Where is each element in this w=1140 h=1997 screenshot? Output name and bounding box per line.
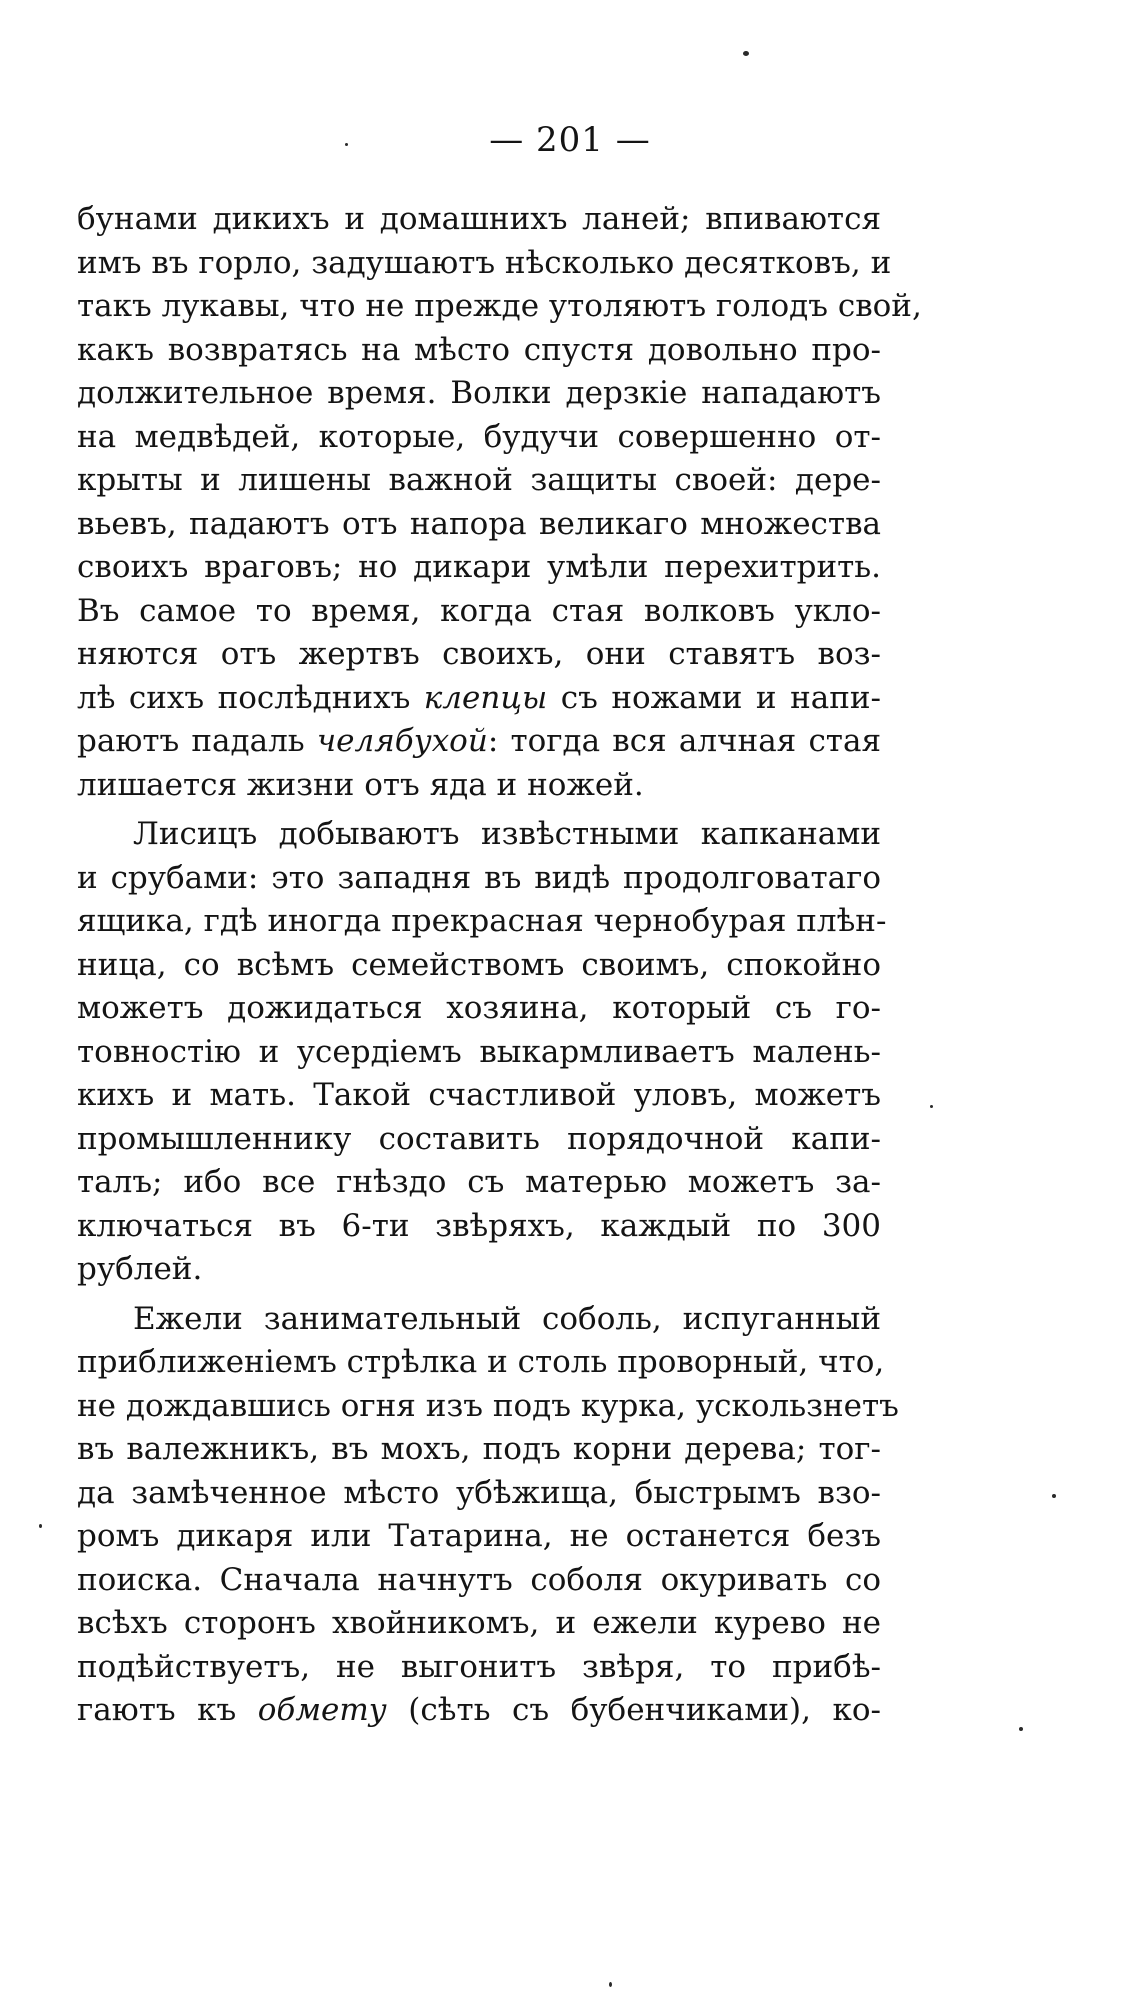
text-run: ромъ дикаря или Татарина, не останется безъ: [77, 1518, 881, 1554]
text-line: [77, 1161, 881, 1205]
text-line: [77, 285, 922, 329]
text-run: промышленнику составить порядочной капи-: [77, 1120, 881, 1157]
text-line: [77, 1602, 881, 1646]
text-line: [77, 1074, 881, 1118]
text-line: [77, 546, 881, 590]
text-run: рублей.: [77, 1251, 203, 1287]
text-line: [77, 987, 881, 1031]
text-line: [77, 900, 887, 944]
text-line: [77, 857, 881, 901]
text-run: не дождавшись огня изъ подъ курка, ускользнетъ: [77, 1387, 899, 1424]
text-line: [77, 1646, 881, 1690]
text-run: подѣйствуетъ, не выгонитъ звѣря, то прибѣ-: [77, 1648, 881, 1685]
text-line: [77, 503, 881, 547]
text-line: [77, 242, 892, 286]
page-number: — 201 —: [489, 120, 651, 160]
text-run: гаютъ къ: [77, 1692, 258, 1728]
text-run: вьевъ, падаютъ отъ напора великаго множества: [77, 505, 881, 542]
text-run: и срубами: это западня въ видѣ продолговатаго: [77, 859, 881, 896]
paragraph-sable: [77, 1298, 899, 1733]
paragraph-foxes: [77, 813, 887, 1292]
text-run: раютъ падаль: [77, 723, 317, 759]
text-line: [77, 720, 881, 764]
italic-term: челябухой: [316, 723, 488, 759]
text-line: [77, 459, 881, 503]
text-line: [77, 1248, 881, 1292]
text-run: Въ самое то время, когда стая волковъ укло-: [77, 592, 881, 629]
text-run: Ежели занимательный соболь, испуганный: [133, 1300, 881, 1337]
text-line: [77, 1205, 881, 1249]
text-run: бунами дикихъ и домашнихъ ланей; впиваются: [77, 201, 881, 237]
text-run: какъ возвратясь на мѣсто спустя довольно про-: [77, 331, 881, 368]
text-line: [77, 1118, 881, 1162]
text-line: [77, 677, 881, 721]
text-line: [77, 1559, 881, 1603]
text-run: крыты и лишены важной защиты своей: дере-: [77, 462, 881, 498]
text-line: [77, 590, 881, 634]
text-run: няются отъ жертвъ своихъ, они ставятъ воз-: [77, 636, 881, 672]
scan-speck: [930, 1105, 933, 1108]
text-line: [77, 1689, 881, 1733]
scan-speck: [743, 51, 749, 56]
text-run: приближеніемъ стрѣлка и столь проворный, что,: [77, 1344, 885, 1380]
text-line: [77, 1341, 885, 1385]
text-run: поиска. Сначала начнутъ соболя окуривать со: [77, 1561, 881, 1598]
italic-term: клепцы: [423, 679, 548, 716]
text-run: Лисицъ добываютъ извѣстными капканами: [133, 816, 881, 852]
text-line: [77, 198, 881, 242]
italic-term: обмету: [257, 1692, 387, 1728]
text-line: [77, 944, 881, 988]
text-run: кихъ и мать. Такой счастливой уловъ, можетъ: [77, 1077, 881, 1113]
text-run: ящика, гдѣ иногда прекрасная чернобурая плѣн-: [77, 903, 887, 939]
scan-speck: [609, 1982, 612, 1987]
text-run: всѣхъ сторонъ хвойникомъ, и ежели курево не: [77, 1605, 881, 1641]
text-line: [77, 1031, 881, 1075]
scan-speck: [39, 1524, 42, 1528]
text-run: на медвѣдей, которые, будучи совершенно от-: [77, 418, 881, 455]
text-line: [77, 764, 881, 808]
text-run: ключаться въ 6-ти звѣряхъ, каждый по 300: [77, 1207, 881, 1244]
text-run: ница, со всѣмъ семействомъ своимъ, спокойно: [77, 946, 881, 983]
text-run: своихъ враговъ; но дикари умѣли перехитрить.: [77, 549, 881, 585]
text-run: (сѣть съ бубенчиками), ко-: [386, 1692, 881, 1728]
text-line: [77, 1428, 881, 1472]
text-line: [77, 416, 881, 460]
scan-speck: [1052, 1494, 1056, 1498]
text-run: : тогда вся алчная стая: [487, 723, 881, 759]
text-run: можетъ дожидаться хозяина, который съ го-: [77, 990, 881, 1026]
text-line: [77, 633, 881, 677]
text-run: въ валежникъ, въ мохъ, подъ корни дерева; тог-: [77, 1431, 881, 1467]
text-run: товностію и усердіемъ выкармливаетъ малень-: [77, 1033, 881, 1070]
text-run: должительное время. Волки дерзкіе нападаютъ: [77, 375, 881, 411]
text-line: [77, 1298, 881, 1342]
text-column: [77, 198, 922, 1733]
text-line: [77, 1515, 881, 1559]
text-line: [77, 372, 881, 416]
scan-speck: [1019, 1727, 1023, 1731]
text-run: лѣ сихъ послѣднихъ: [77, 679, 424, 716]
text-run: лишается жизни отъ яда и ножей.: [77, 766, 644, 803]
paragraph-wolves: [77, 198, 922, 807]
text-run: съ ножами и напи-: [547, 679, 882, 716]
scan-speck: [345, 143, 348, 146]
text-line: [77, 1385, 899, 1429]
text-line: [77, 329, 881, 373]
text-run: имъ въ горло, задушаютъ нѣсколько десятковъ, и: [77, 244, 892, 281]
text-run: талъ; ибо все гнѣздо съ матерью можетъ за-: [77, 1164, 881, 1200]
text-run: такъ лукавы, что не прежде утоляютъ голодъ свой,: [77, 288, 922, 324]
text-line: [77, 1472, 881, 1516]
text-run: да замѣченное мѣсто убѣжища, быстрымъ взо-: [77, 1474, 881, 1511]
text-line: [77, 813, 881, 857]
